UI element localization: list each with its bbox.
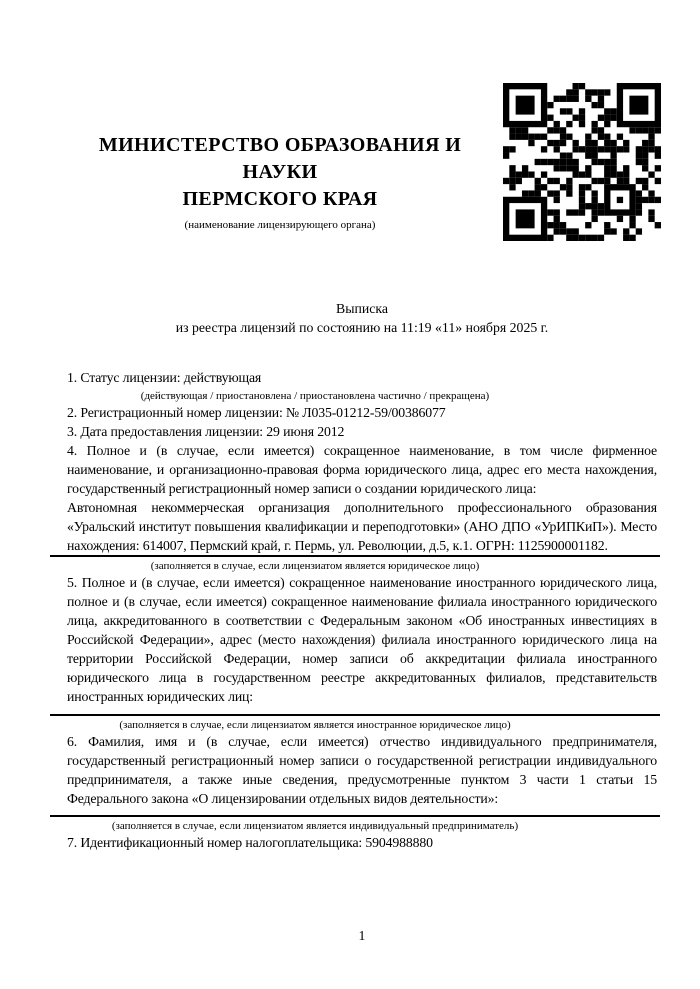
document-header <box>67 132 493 232</box>
item-5-foreign-entity-heading: 5. Полное и (в случае, если имеется) сокращенное наименование иностранного юридического лица, полное и (в случае, если имеется) сокращенное наименование филиала иностранного юридического лица, аккредитованного в соответствии с Федеральным законом «Об иностранных инвестициях в Российской Федерации», адрес (место нахождения) филиала иностранного юридического лица на территории Российской Федерации, номер записи об аккредитации филиала иностранного юридического лица в государственном реестре аккредитованных филиалов, представительств иностранных юридических лиц: <box>67 575 657 704</box>
item-6-caption: (заполняется в случае, если лицензиатом является индивидуальный предприниматель) <box>111 820 519 832</box>
item-4-caption: (заполняется в случае, если лицензиатом является юридическое лицо) <box>150 560 480 572</box>
item-1-license-status: 1. Статус лицензии: действующая <box>67 370 262 385</box>
licensing-authority-caption: (наименование лицензирующего органа) <box>184 219 376 231</box>
item-7-taxpayer-number: 7. Идентификационный номер налогоплательщика: 5904988880 <box>67 835 433 850</box>
ministry-name-line2: ПЕРМСКОГО КРАЯ <box>182 188 378 210</box>
document-title: Выписка <box>336 301 388 316</box>
divider-line-item4 <box>50 555 660 557</box>
item-6-entrepreneur-heading: 6. Фамилия, имя и (в случае, если имеется) отчество индивидуального предпринимателя, государственный регистрационный номер записи о государственной регистрации индивидуального предпринимателя, а также иные сведения, предусмотренные пунктом 3 части 1 статьи 15 Федерального закона «О лицензировании отдельных видов деятельности»: <box>67 734 657 806</box>
item-4-legal-entity-value: Автономная некоммерческая организация дополнительного профессионального образования «Уральский институт повышения квалификации и переподготовки» (АНО ДПО «УрИПКиП»). Место нахождения: 614007, Пермский край, г. Пермь, ул. Революции, д.5, к.1. ОГРН: 1125900001182. <box>67 500 657 553</box>
document-body <box>67 368 657 852</box>
item-1-caption: (действующая / приостановлена / приостановлена частично / прекращена) <box>140 390 490 402</box>
divider-line-item6 <box>50 815 660 817</box>
item-3-license-date: 3. Дата предоставления лицензии: 29 июня 2012 <box>67 424 345 439</box>
divider-line-item5 <box>50 714 660 716</box>
document-date-line: из реестра лицензий по состоянию на 11:19 «11» ноября 2025 г. <box>175 320 549 335</box>
item-4-legal-entity-heading: 4. Полное и (в случае, если имеется) сокращенное наименование, в том числе фирменное наименование, и организационно-правовая форма юридического лица, адрес его места нахождения, государственный регистрационный номер записи о создании юридического лица: <box>67 443 657 496</box>
item-5-caption: (заполняется в случае, если лицензиатом является иностранное юридическое лицо) <box>119 719 511 731</box>
document-subtitle <box>67 299 657 337</box>
ministry-name-line1: МИНИСТЕРСТВО ОБРАЗОВАНИЯ И НАУКИ <box>98 134 462 183</box>
item-2-registration-number: 2. Регистрационный номер лицензии: № Л035-01212-59/00386077 <box>67 405 446 420</box>
page-number: 1 <box>358 928 366 943</box>
qr-code <box>503 83 661 241</box>
